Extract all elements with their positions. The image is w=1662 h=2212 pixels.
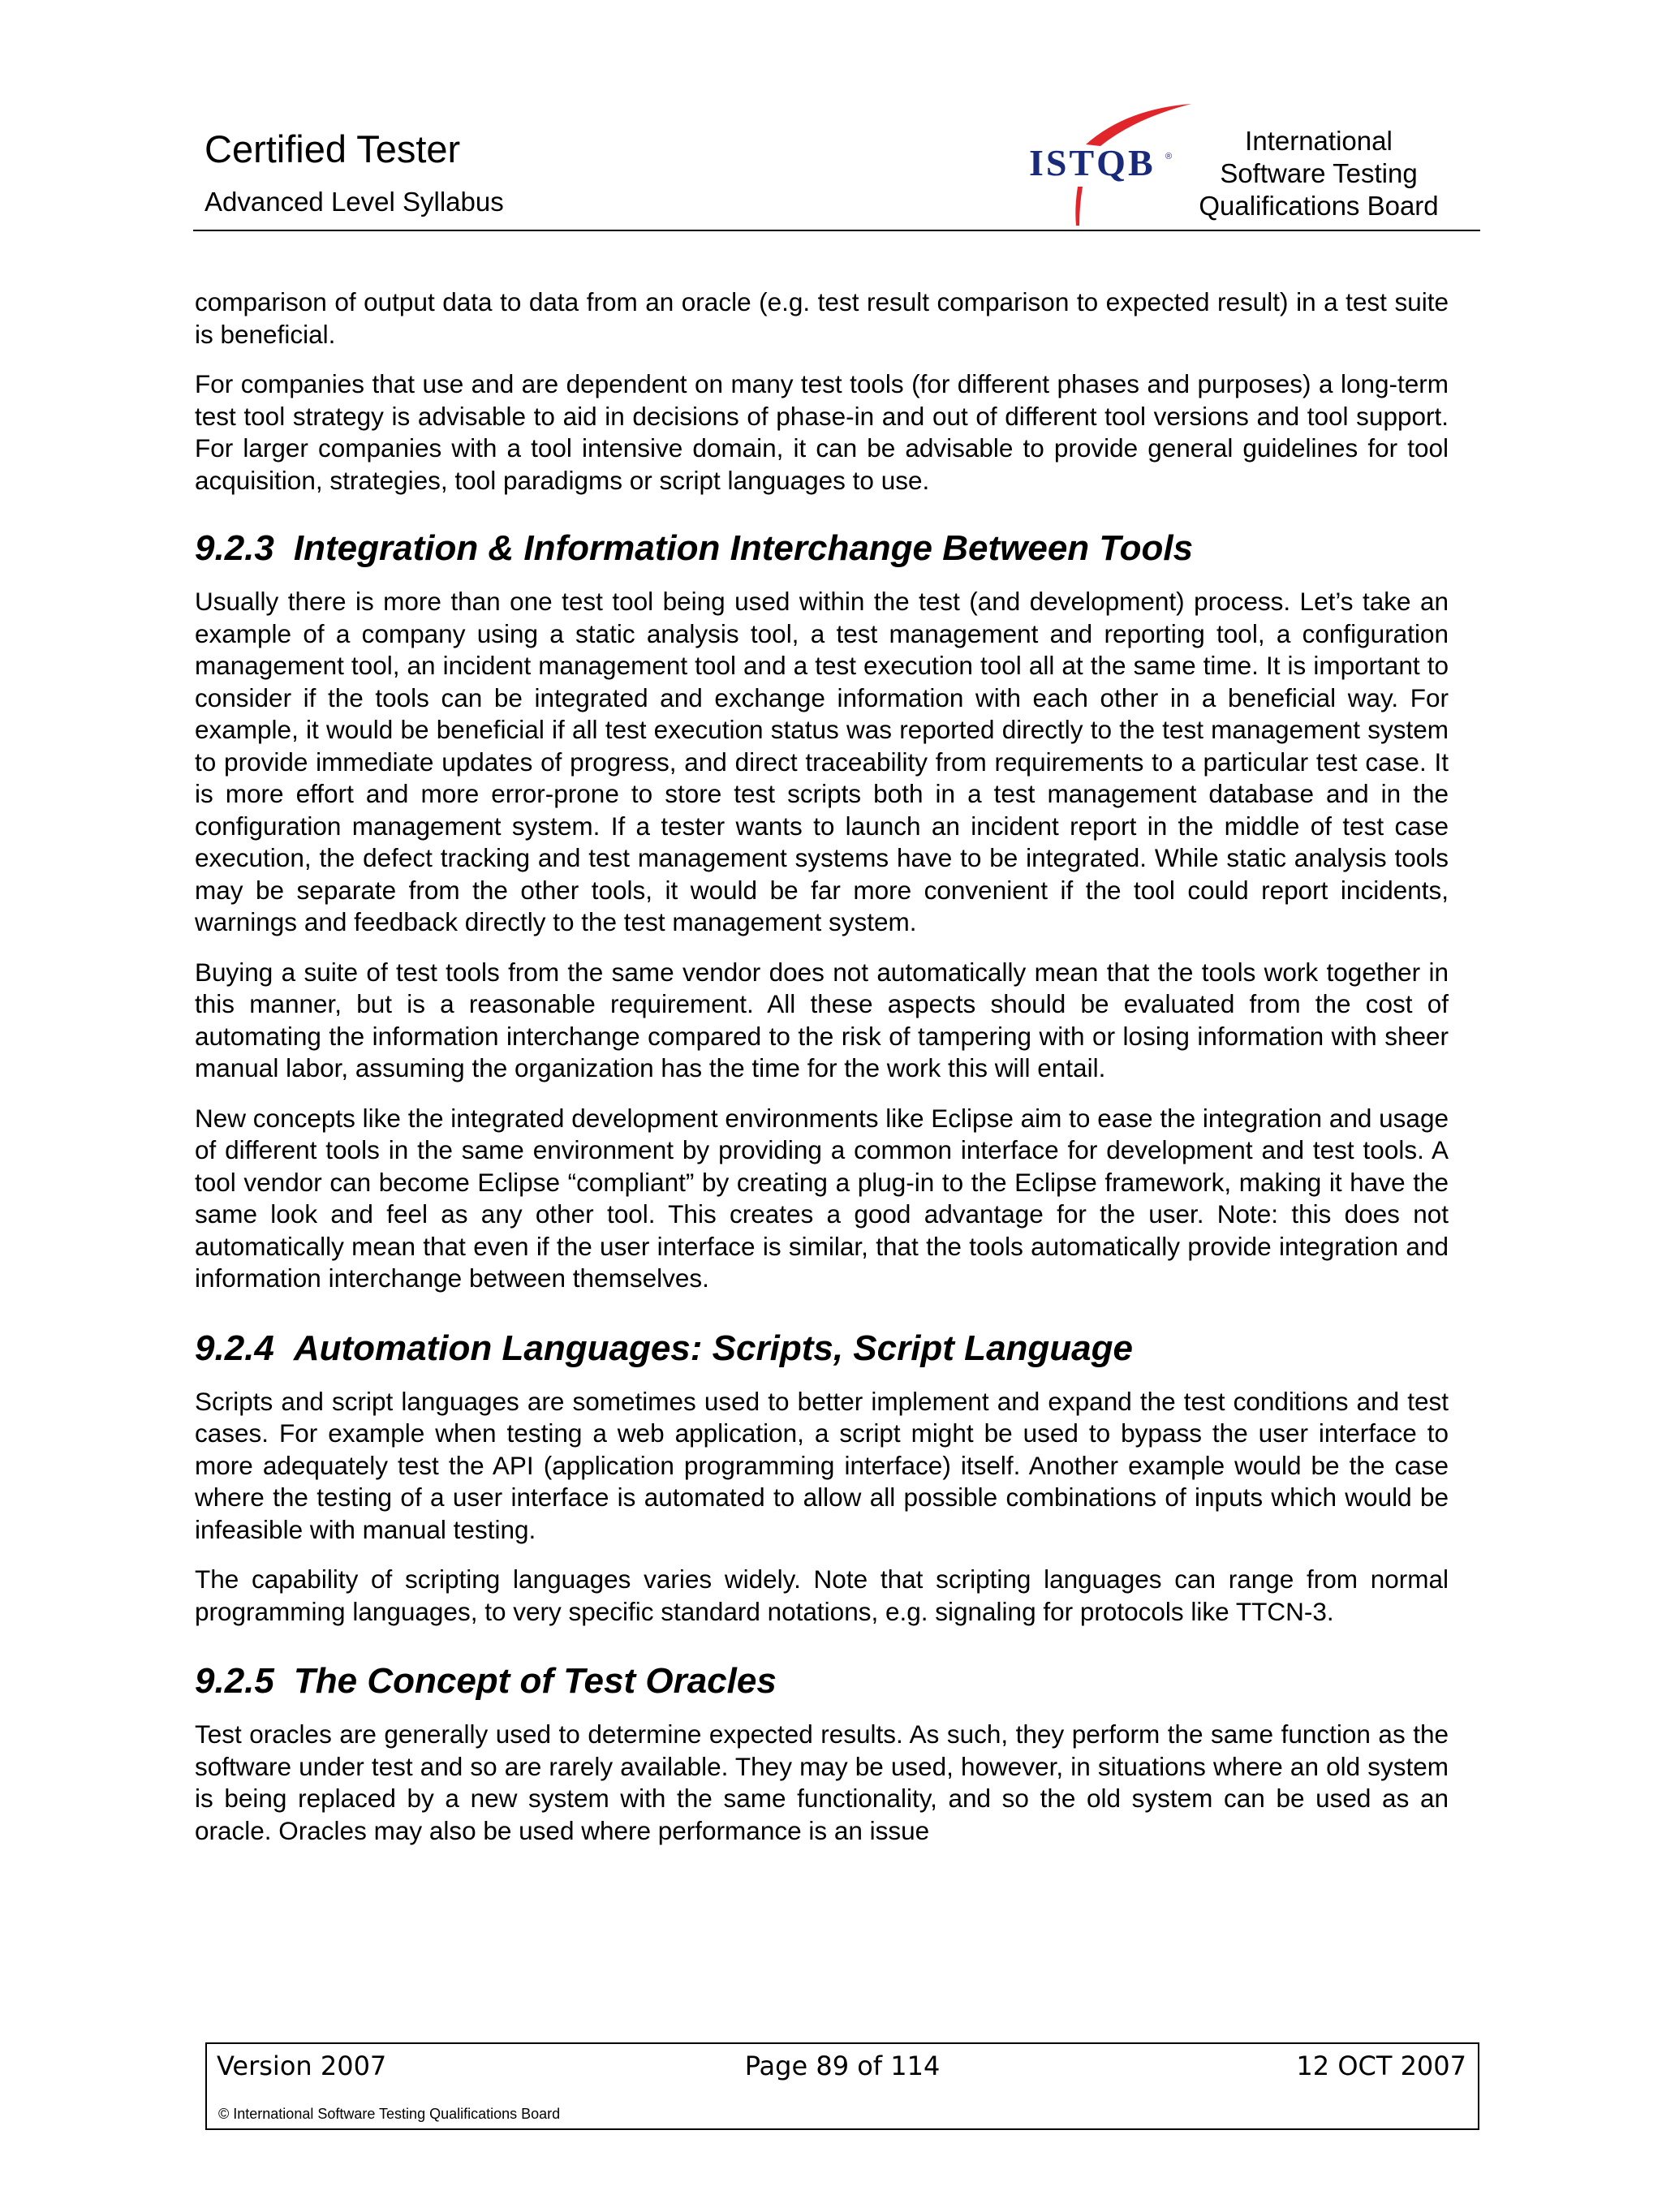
section-title: Automation Languages: Scripts, Script Language	[293, 1328, 1133, 1368]
section-paragraph: The capability of scripting languages varies widely. Note that scripting languages can range from normal programming languages, to very specific standard notations, e.g. signaling for protocols like TTCN-3.	[195, 1564, 1449, 1626]
page-number: Page 89 of 114	[744, 2051, 941, 2081]
intro-paragraph-2: For companies that use and are dependent on many test tools (for different phases and purposes) a long-term test tool strategy is advisable to aid in decisions of phase-in and out of different tool versions and tool support. For larger companies with a tool intensive domain, it can be advisable to provide general guidelines for tool acquisition, strategies, tool paradigms or script languages to use.	[195, 369, 1449, 495]
organization-name	[1169, 125, 1469, 222]
section-paragraph: Buying a suite of test tools from the same vendor does not automatically mean that the tools work together in this manner, but is a reasonable requirement. All these aspects should be evaluated from the cost of automating the information interchange compared to the risk of tampering with or losing information with sheer manual labor, assuming the organization has the time for the work this will entail.	[195, 957, 1449, 1082]
version-label: Version 2007	[217, 2051, 387, 2081]
section-paragraph: Scripts and script languages are sometimes used to better implement and expand the test conditions and test cases. For example when testing a web application, a script might be used to bypass the user interface to more adequately test the API (application programming interface) itself. Another example would be the case where the testing of a user interface is automated to allow all possible combinations of inputs which would be infeasible with manual testing.	[195, 1386, 1449, 1544]
section-paragraph: Usually there is more than one test tool being used within the test (and development) process. Let’s take an example of a company using a static analysis tool, a test management and reporting tool, a configuration management tool, an incident management tool and a test execution tool all at the same time. It is important to consider if the tools can be integrated and exchange information with each other in a beneficial way. For example, it would be beneficial if all test execution status was reported directly to the test management system to provide immediate updates of progress, and direct traceability from requirements to a particular test case. It is more effort and more error-prone to store test scripts both in a test management database and in the configuration management system. If a tester wants to launch an incident report in the middle of test case execution, the defect tracking and test management systems have to be integrated. While static analysis tools may be separate from the other tools, it would be far more convenient if the tool could report incidents, warnings and feedback directly to the test management system.	[195, 587, 1449, 936]
document-title: Certified Tester	[205, 127, 461, 170]
section-number: 9.2.5	[195, 1661, 274, 1701]
section-number: 9.2.4	[195, 1328, 274, 1368]
intro-paragraph-1: comparison of output data to data from an oracle (e.g. test result comparison to expected result) in a test suite is beneficial.	[195, 287, 1449, 349]
logo-trademark: ®	[1165, 152, 1173, 161]
org-line-1: International	[1245, 126, 1393, 156]
document-subtitle: Advanced Level Syllabus	[205, 187, 504, 217]
section-paragraph: Test oracles are generally used to determine expected results. As such, they perform the same function as the software under test and so are rarely available. They may be used, however, in situations where an old system is being replaced by a new system with the same functionality, and so the old system can be used as an oracle. Oracles may also be used where performance is an issue	[195, 1719, 1449, 1845]
org-line-2: Software Testing	[1220, 158, 1418, 188]
copyright-notice: © International Software Testing Qualifications Board	[218, 2106, 561, 2122]
section-heading-9-2-3	[195, 527, 1449, 570]
header-divider	[193, 230, 1480, 231]
section-heading-9-2-5	[195, 1660, 1449, 1702]
page-content	[195, 286, 1449, 1865]
section-paragraph: New concepts like the integrated development environments like Eclipse aim to ease the integration and usage of different tools in the same environment by providing a common interface for development and test tools. A tool vendor can become Eclipse “compliant” by creating a plug-in to the Eclipse framework, making it have the same look and feel as any other tool. This creates a good advantage for the user. Note: this does not automatically mean that even if the user interface is similar, that the tools automatically provide integration and information interchange between themselves.	[195, 1103, 1449, 1293]
section-title: The Concept of Test Oracles	[293, 1661, 777, 1701]
section-number: 9.2.3	[195, 528, 274, 568]
org-line-3: Qualifications Board	[1199, 191, 1439, 221]
section-heading-9-2-4	[195, 1328, 1449, 1370]
logo-tail	[1075, 187, 1083, 226]
section-title: Integration & Information Interchange Between Tools	[293, 528, 1194, 568]
page-footer	[205, 2042, 1479, 2130]
date-label: 12 OCT 2007	[1296, 2051, 1466, 2081]
logo-text: ISTQB	[1029, 142, 1156, 183]
